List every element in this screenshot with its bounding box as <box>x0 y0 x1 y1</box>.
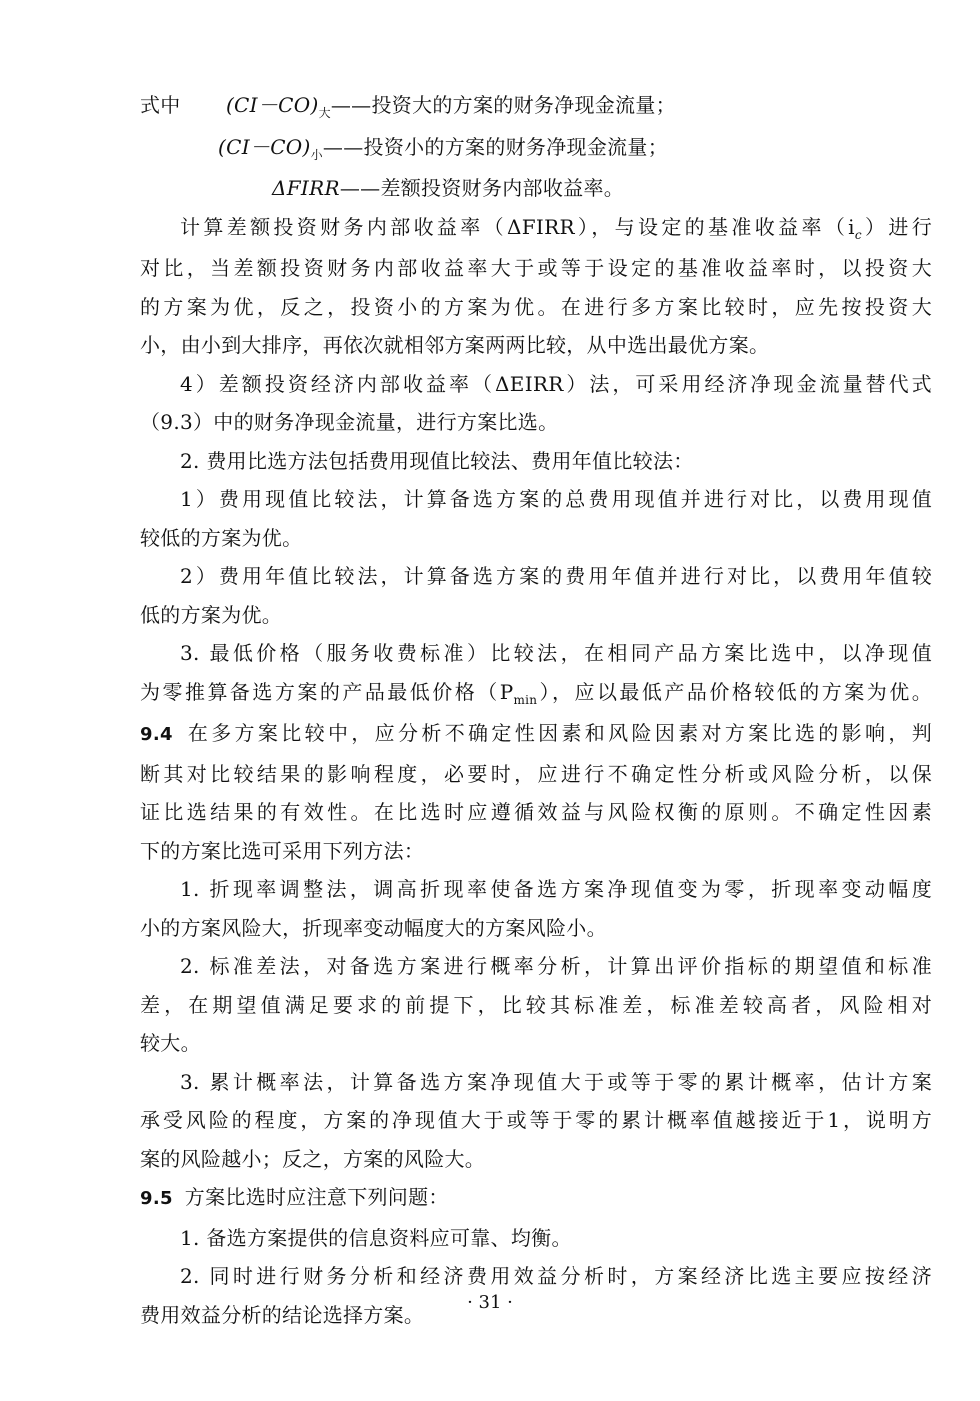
definition-text: ——投资小的方案的财务净现金流量； <box>322 134 669 159</box>
section-9-5-line: 9.5 方案比选时应注意下列问题： <box>140 1185 449 1209</box>
paragraph-line: 小的方案风险大，折现率变动幅度大的方案风险小。 <box>140 915 607 940</box>
paragraph-line: 1）费用现值比较法，计算备选方案的总费用现值并进行对比，以费用现值 <box>180 487 932 511</box>
paragraph-line: 3. 最低价格（服务收费标准）比较法，在相同产品方案比选中，以净现值 <box>180 641 932 665</box>
definition-text: ——差额投资财务内部收益率。 <box>339 176 625 200</box>
formula-term: (CI－CO) <box>218 134 311 159</box>
paragraph-line: 对比，当差额投资财务内部收益率大于或等于设定的基准收益率时，以投资大 <box>140 256 932 280</box>
paragraph-line: 小，由小到大排序，再依次就相邻方案两两比较，从中选出最优方案。 <box>140 333 770 357</box>
paragraph-line: 4）差额投资经济内部收益率（ΔEIRR）法，可采用经济净现金流量替代式 <box>180 371 932 396</box>
definition-line-2 <box>140 128 932 170</box>
formula-term: ΔFIRR <box>272 176 340 200</box>
formula-term: (CI－CO) <box>225 93 319 117</box>
paragraph-line: 2. 同时进行财务分析和经济费用效益分析时，方案经济比选主要应按经济 <box>180 1264 932 1288</box>
paragraph-line: 1. 备选方案提供的信息资料应可靠、均衡。 <box>180 1225 572 1250</box>
paragraph-line: 较低的方案为优。 <box>140 525 303 550</box>
paragraph-line: 低的方案为优。 <box>140 602 283 627</box>
paragraph-line: 下的方案比选可采用下列方法： <box>140 838 425 863</box>
paragraph-line: 2）费用年值比较法，计算备选方案的费用年值并进行对比，以费用年值较 <box>180 564 932 588</box>
page-number: · 31 · <box>467 1292 513 1313</box>
definition-line-3 <box>140 169 932 208</box>
paragraph-line: 3. 累计概率法，计算备选方案净现值大于或等于零的累计概率，估计方案 <box>180 1069 932 1094</box>
formula-subscript: 小 <box>310 147 323 162</box>
definition-text: ——投资大的方案的财务净现金流量； <box>330 93 676 117</box>
paragraph-line: 较大。 <box>140 1031 201 1055</box>
paragraph-line: 费用效益分析的结论选择方案。 <box>140 1302 425 1327</box>
paragraph-line: 案的风险越小；反之，方案的风险大。 <box>140 1146 486 1171</box>
definition-line-1 <box>140 86 932 128</box>
paragraph-line: 为零推算备选方案的产品最低价格$(P_{min})$，应以最低产品价格较低的方案为优。 <box>140 679 932 707</box>
paragraph-line: 断其对比较结果的影响程度，必要时，应进行不确定性分析或风险分析，以保 <box>140 761 932 786</box>
where-label: 式中 <box>140 93 181 117</box>
section-9-4-line: 9.4 在多方案比较中，应分析不确定性因素和风险因素对方案比选的影响，判 <box>140 721 932 745</box>
formula-subscript: 大 <box>318 106 331 120</box>
section-number: 9.4 <box>140 724 173 745</box>
paragraph-line: 承受风险的程度，方案的净现值大于或等于零的累计概率值越接近于1，说明方 <box>140 1108 932 1132</box>
document-page <box>140 86 932 1334</box>
paragraph-line: 2. 标准差法，对备选方案进行概率分析，计算出评价指标的期望值和标准 <box>180 954 932 978</box>
paragraph-line: 计算差额投资财务内部收益率（ΔFIRR），与设定的基准收益率$(i_c)$进行 <box>180 214 932 242</box>
paragraph-line: 差，在期望值满足要求的前提下，比较其标准差，标准差较高者，风险相对 <box>140 992 932 1017</box>
paragraph-line: 1. 折现率调整法，调高折现率使备选方案净现值变为零，折现率变动幅度 <box>180 877 932 901</box>
paragraph-line: 2. 费用比选方法包括费用现值比较法、费用年值比较法： <box>180 448 694 473</box>
paragraph-line: 证比选结果的有效性。在比选时应遵循效益与风险权衡的原则。不确定性因素 <box>140 800 932 824</box>
paragraph-line: 的方案为优，反之，投资小的方案为优。在进行多方案比较时，应先按投资大 <box>140 294 932 319</box>
paragraph-line: （9.3）中的财务净现金流量，进行方案比选。 <box>140 410 559 434</box>
section-number: 9.5 <box>140 1188 173 1209</box>
